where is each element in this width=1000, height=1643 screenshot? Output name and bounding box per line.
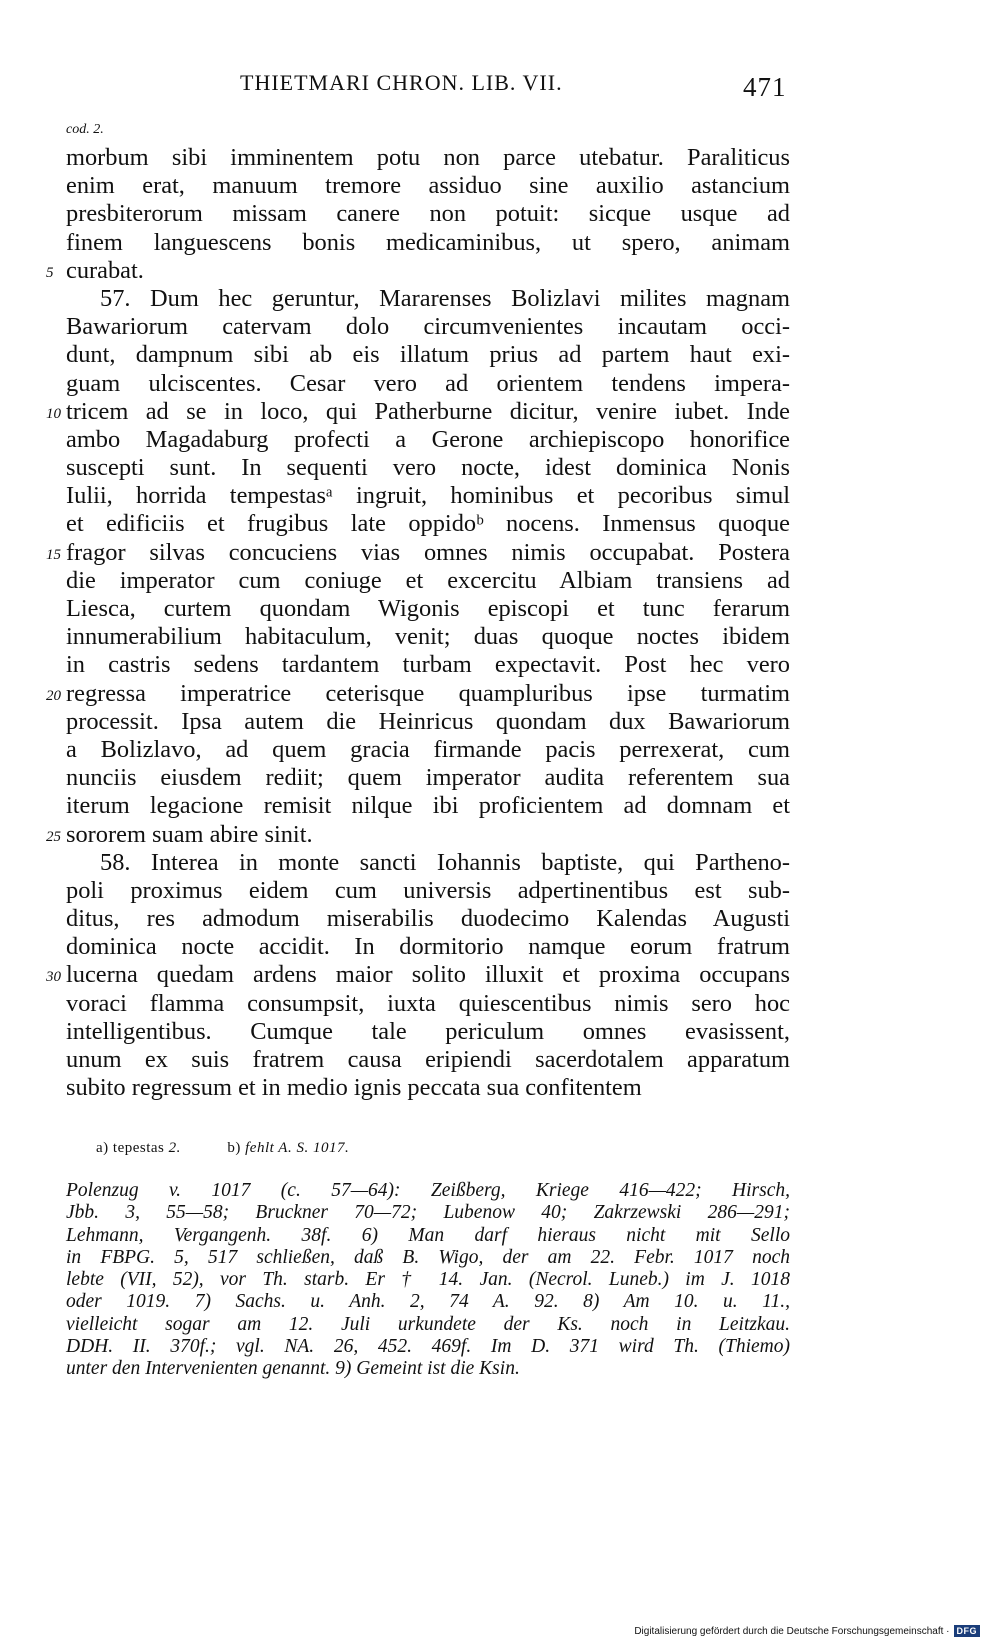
text-line — [66, 990, 790, 1018]
line-text: presbiterorum missam canere non potuit: sicque usque ad — [66, 200, 790, 228]
line-number: 20 — [46, 687, 61, 704]
text-line — [66, 1018, 790, 1046]
line-text: poli proximus eidem cum universis adpertinentibus est sub- — [66, 876, 790, 904]
text-line — [66, 426, 790, 454]
line-text: et edificiis et frugibus late oppidoᵇ nocens. Inmensus quoque — [66, 510, 790, 538]
line-number: 30 — [46, 969, 61, 986]
running-title: THIETMARI CHRON. LIB. VII. — [240, 70, 563, 95]
line-text: curabat. — [66, 256, 144, 284]
text-line — [66, 229, 790, 257]
line-text: subito regressum et in medio ignis peccata sua confitentem — [66, 1074, 642, 1102]
line-number: 5 — [46, 264, 54, 281]
historical-footnotes — [66, 1180, 790, 1381]
text-line — [46, 397, 790, 426]
text-line — [66, 482, 790, 510]
footnote-line: Polenzug v. 1017 (c. 57—64): Zeißberg, Kriege 416—422; Hirsch, — [66, 1180, 790, 1201]
footnote-line: DDH. II. 370f.; vgl. NA. 26, 452. 469f. Im D. 371 wird Th. (Thiemo) — [66, 1336, 790, 1358]
line-text: processit. Ipsa autem die Heinricus quondam dux Bawariorum — [66, 707, 790, 735]
text-line — [66, 370, 790, 398]
text-line — [46, 820, 790, 849]
text-line — [66, 651, 790, 679]
line-text: guam ulciscentes. Cesar vero ad orientem tendens impera- — [66, 369, 790, 397]
text-line — [66, 764, 790, 792]
text-line — [46, 538, 790, 567]
text-line — [66, 454, 790, 482]
line-text: tricem ad se in loco, qui Patherburne dicitur, venire iubet. Inde — [66, 397, 790, 425]
footnote-line: unter den Intervenienten genannt. 9) Gemeint ist die Ksin. — [66, 1358, 520, 1380]
text-line — [66, 1046, 790, 1074]
text-line — [66, 172, 790, 200]
dfg-logo: DFG — [954, 1625, 981, 1637]
text-line — [66, 905, 790, 933]
text-line — [66, 510, 790, 538]
text-line — [66, 623, 790, 651]
line-text: enim erat, manuum tremore assiduo sine auxilio astancium — [66, 172, 790, 200]
footnote-line: lebte (VII, 52), vor Th. starb. Er † 14. Jan. (Necrol. Luneb.) im J. 1018 — [66, 1269, 790, 1291]
line-text: dominica nocte accidit. In dormitorio namque eorum fratrum — [66, 933, 790, 961]
credit-text: Digitalisierung gefördert durch die Deutsche Forschungsgemeinschaft · — [634, 1625, 950, 1637]
apparatus-note-b-text: fehlt A. S. 1017. — [245, 1140, 350, 1156]
footnote-line: oder 1019. 7) Sachs. u. Anh. 2, 74 A. 92. 8) Am 10. u. 11., — [66, 1291, 790, 1313]
text-line — [66, 313, 790, 341]
footnote-line: in FBPG. 5, 517 schließen, daß B. Wigo, der am 22. Febr. 1017 noch — [66, 1246, 790, 1268]
line-text: ambo Magadaburg profecti a Gerone archiepiscopo honorifice — [66, 425, 790, 453]
text-line — [66, 144, 790, 172]
footnote-line: Lehmann, Vergangenh. 38f. 6) Man darf hieraus nicht mit Sello — [66, 1224, 790, 1246]
line-text: intelligentibus. Cumque tale periculum omnes evasissent, — [66, 1017, 790, 1045]
line-text: regressa imperatrice ceterisque quampluribus ipse turmatim — [66, 679, 790, 707]
footnote-line: vielleicht sogar am 12. Juli urkundete der Ks. noch in Leitzkau. — [66, 1313, 790, 1335]
text-line — [66, 567, 790, 595]
line-text: dunt, dampnum sibi ab eis illatum prius ad partem haut exi- — [66, 341, 790, 369]
line-text: Bawariorum catervam dolo circumvenientes incautam occi- — [66, 313, 790, 341]
text-line — [66, 708, 790, 736]
text-line — [66, 849, 790, 877]
line-number: 25 — [46, 828, 61, 845]
line-text: sororem suam abire sinit. — [66, 820, 313, 848]
line-number: 10 — [46, 405, 61, 422]
line-text: Liesca, curtem quondam Wigonis episcopi et tunc ferarum — [66, 595, 790, 622]
text-line — [46, 256, 790, 285]
text-line — [66, 792, 790, 820]
text-line — [66, 736, 790, 764]
line-text: finem languescens bonis medicaminibus, ut spero, animam — [66, 228, 790, 256]
line-text: ditus, res admodum miserabilis duodecimo Kalendas Augusti — [66, 905, 790, 933]
page-header — [0, 70, 1000, 106]
text-line — [66, 200, 790, 228]
critical-apparatus — [96, 1140, 349, 1157]
line-number: 15 — [46, 546, 61, 563]
line-text: iterum legacione remisit nilque ibi proficientem ad domnam et — [66, 792, 790, 820]
line-text: suscepti sunt. In sequenti vero nocte, idest dominica Nonis — [66, 454, 790, 482]
text-line — [66, 285, 790, 313]
page-number: 471 — [743, 72, 787, 102]
text-line — [46, 679, 790, 708]
line-text: in castris sedens tardantem turbam expectavit. Post hec vero — [66, 651, 790, 679]
line-text: innumerabilium habitaculum, venit; duas quoque noctes ibidem — [66, 623, 790, 651]
line-text: morbum sibi imminentem potu non parce utebatur. Paraliticus — [66, 144, 790, 171]
apparatus-note-a: a) tepestas — [96, 1140, 165, 1156]
line-text: a Bolizlavo, ad quem gracia firmande pacis perrexerat, cum — [66, 735, 790, 763]
text-line — [46, 961, 790, 989]
line-text: nunciis eiusdem rediit; quem imperator audita referentem sua — [66, 764, 790, 792]
apparatus-note-b: b) — [227, 1140, 241, 1156]
line-text: fragor silvas concuciens vias omnes nimis occupabat. Postera — [66, 538, 790, 566]
manuscript-siglum: cod. 2. — [66, 122, 104, 137]
text-line — [66, 341, 790, 369]
line-text: voraci flamma consumpsit, iuxta quiescentibus nimis sero hoc — [66, 989, 790, 1017]
text-line — [66, 877, 790, 905]
apparatus-note-a-ref: 2. — [168, 1140, 181, 1156]
line-text: lucerna quedam ardens maior solito illuxit et proxima occupans — [66, 961, 790, 989]
line-text: Iulii, horrida tempestasᵃ ingruit, hominibus et pecoribus simul — [66, 482, 790, 510]
footnote-line: Jbb. 3, 55—58; Bruckner 70—72; Lubenow 40; Zakrzewski 286—291; — [66, 1202, 790, 1224]
digitization-credit — [634, 1625, 980, 1637]
text-line — [66, 933, 790, 961]
text-line — [66, 595, 790, 623]
text-line — [66, 1074, 790, 1102]
line-text: unum ex suis fratrem causa eripiendi sacerdotalem apparatum — [66, 1046, 790, 1073]
body-text — [46, 144, 790, 1102]
line-text: 58. Interea in monte sancti Iohannis baptiste, qui Partheno- — [100, 848, 790, 876]
line-text: 57. Dum hec geruntur, Mararenses Bolizlavi milites magnam — [100, 284, 790, 312]
line-text: die imperator cum coniuge et excercitu Albiam transiens ad — [66, 566, 790, 594]
